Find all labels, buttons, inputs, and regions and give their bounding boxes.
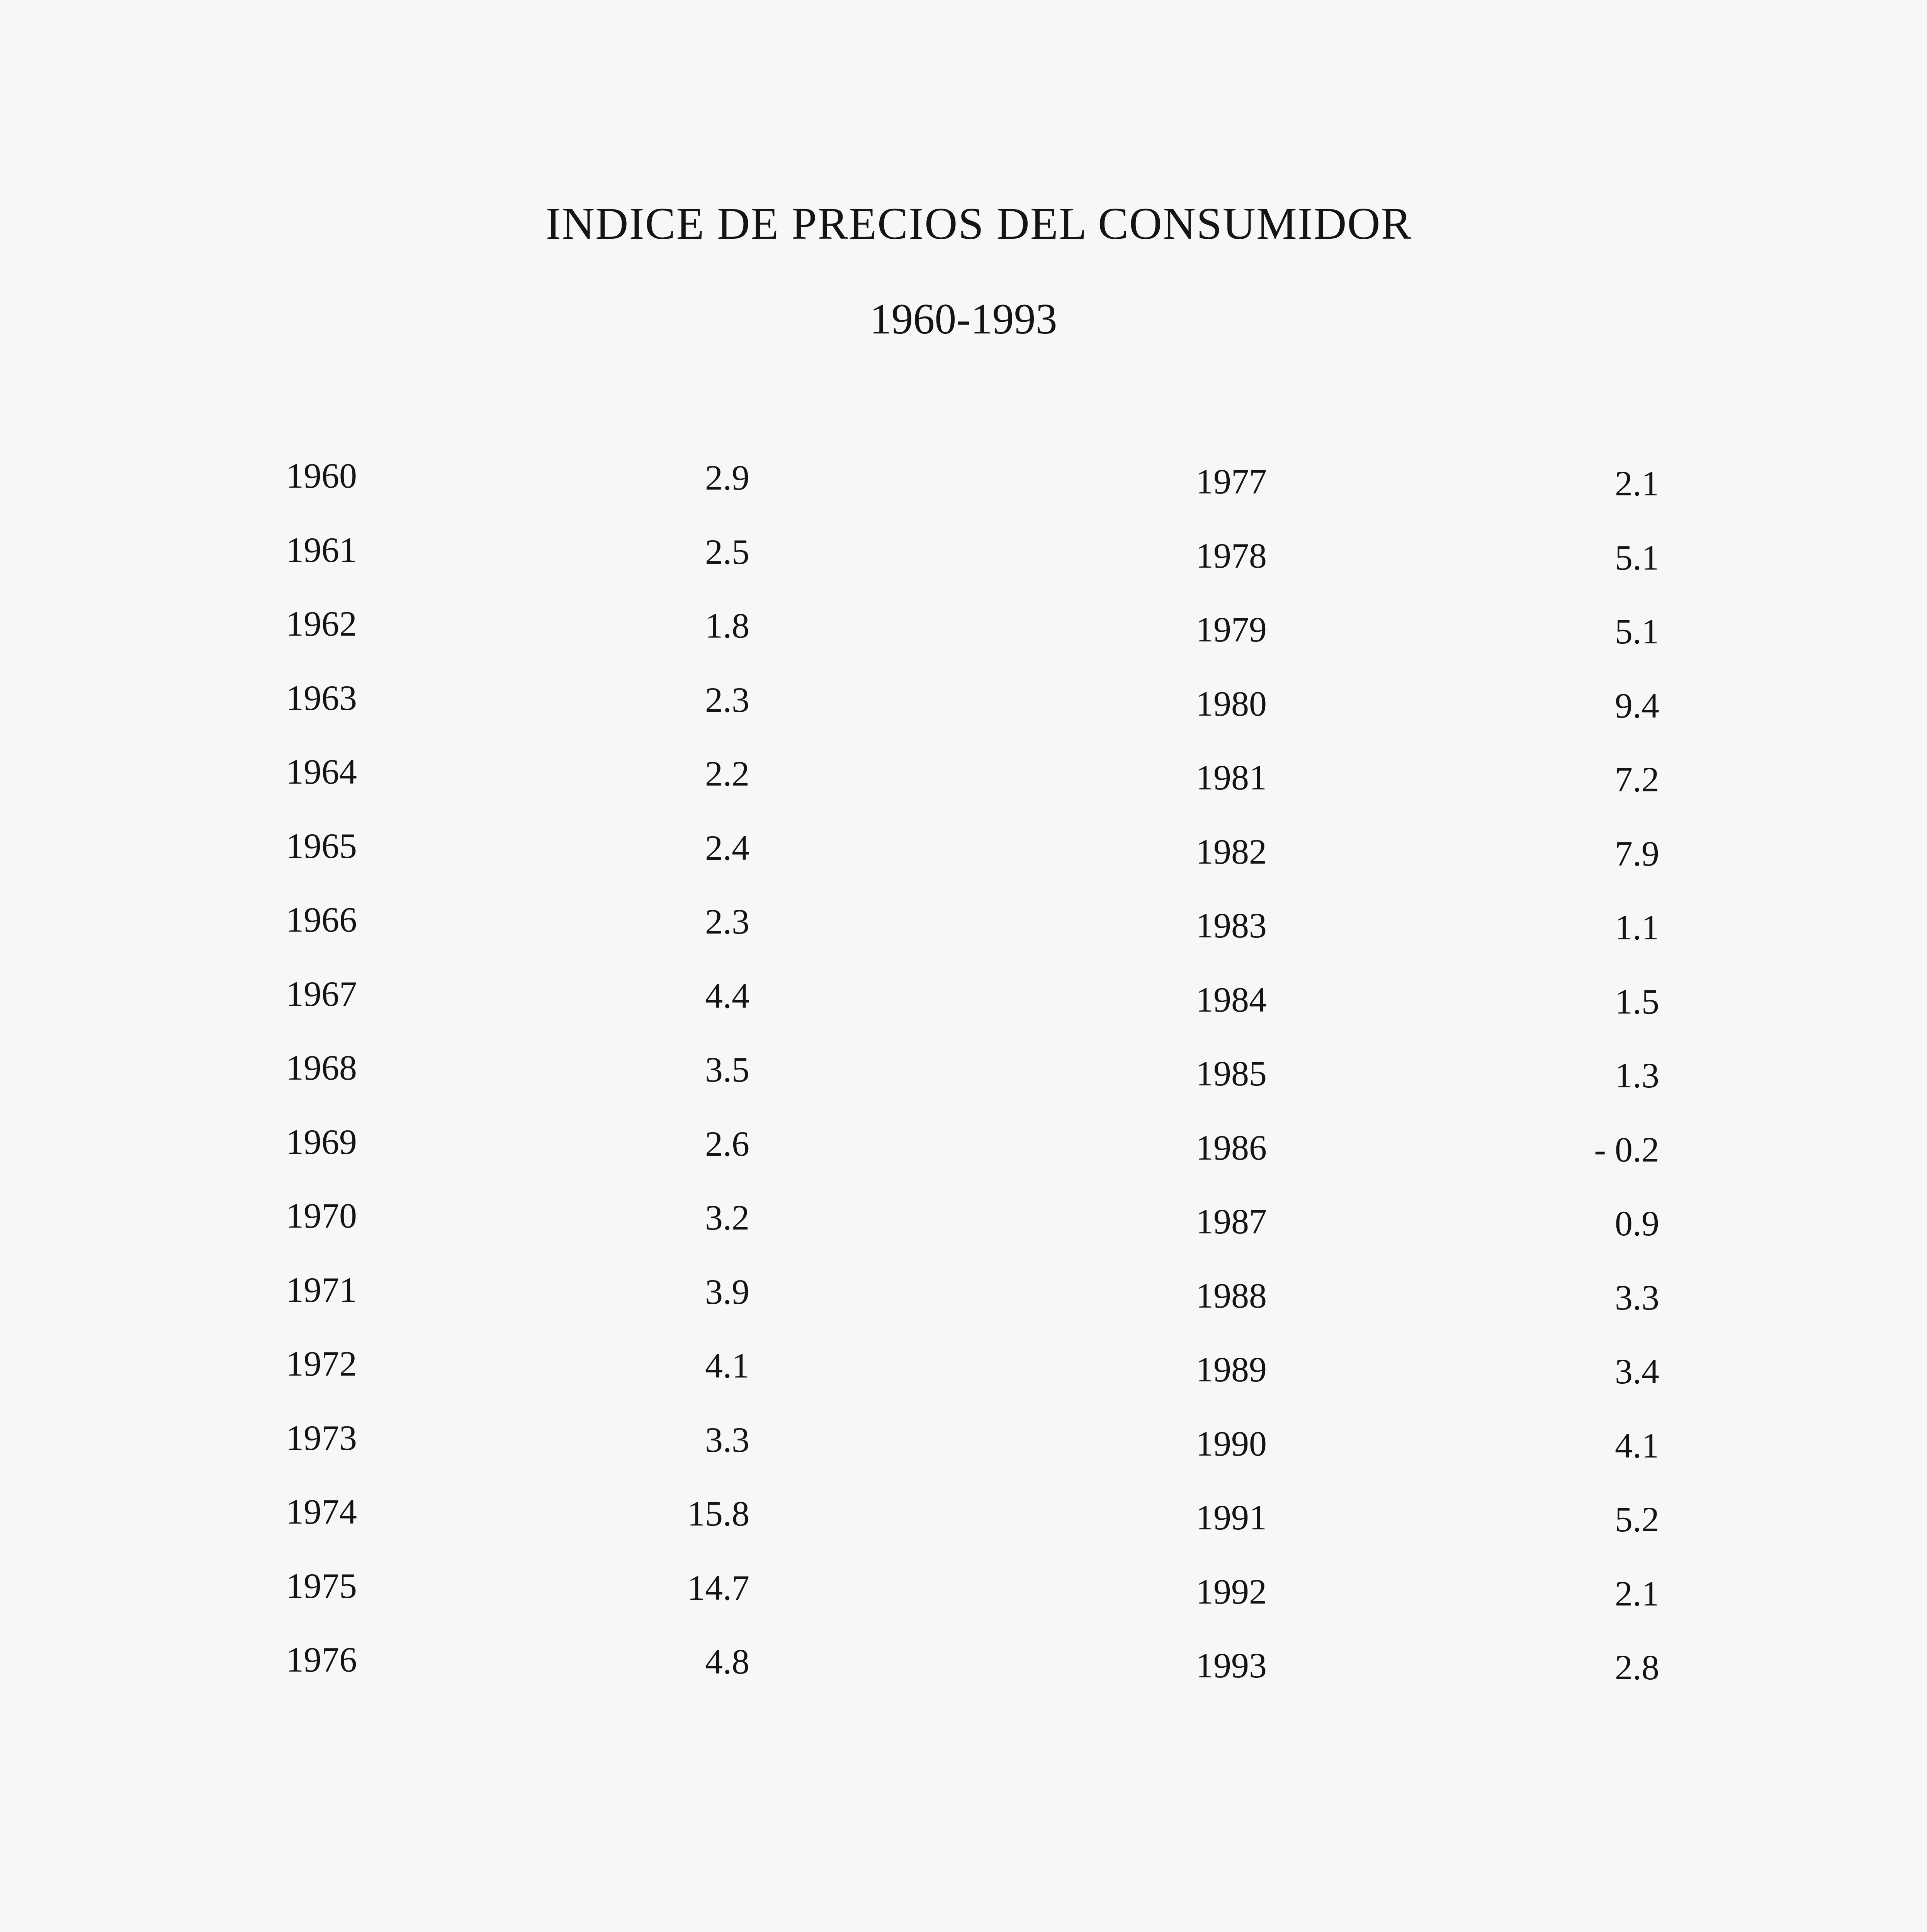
- year-cell: 1965: [286, 826, 357, 866]
- table-row: [286, 1568, 749, 1642]
- value-cell: 2.1: [1615, 1573, 1659, 1613]
- value-cell: 4.8: [705, 1642, 749, 1681]
- value-cell: 2.2: [705, 754, 749, 793]
- year-cell: 1982: [1196, 832, 1267, 871]
- table-column-left: [286, 458, 749, 1716]
- year-cell: 1984: [1196, 980, 1267, 1019]
- table-row: [286, 1494, 749, 1568]
- year-cell: 1961: [286, 530, 357, 570]
- value-cell: 7.9: [1615, 833, 1659, 873]
- value-cell: 5.1: [1615, 537, 1659, 577]
- year-cell: 1993: [1196, 1646, 1267, 1685]
- table-row: [1196, 1500, 1659, 1574]
- value-cell: 2.1: [1615, 464, 1659, 503]
- year-cell: 1973: [286, 1418, 357, 1458]
- table-row: [286, 1050, 749, 1124]
- value-cell: 5.1: [1615, 612, 1659, 651]
- table-row: [1196, 1423, 1659, 1500]
- value-cell: 1.1: [1615, 908, 1659, 947]
- value-cell: 4.1: [1615, 1425, 1659, 1465]
- value-cell: 3.5: [705, 1050, 749, 1089]
- table-row: [286, 1346, 749, 1420]
- value-cell: 3.9: [705, 1272, 749, 1311]
- table-row: [1196, 1130, 1659, 1204]
- year-cell: 1976: [286, 1640, 357, 1679]
- table-row: [1196, 1056, 1659, 1130]
- year-cell: 1972: [286, 1344, 357, 1383]
- document-title-wrap: [0, 198, 1927, 249]
- value-cell: 14.7: [687, 1568, 749, 1607]
- value-cell: 4.1: [705, 1346, 749, 1385]
- year-cell: 1964: [286, 752, 357, 791]
- year-cell: 1983: [1196, 906, 1267, 945]
- year-cell: 1986: [1196, 1128, 1267, 1167]
- value-cell: 5.2: [1615, 1500, 1659, 1539]
- year-cell: 1979: [1196, 610, 1267, 649]
- year-cell: 1968: [286, 1048, 357, 1087]
- year-cell: 1970: [286, 1196, 357, 1235]
- value-cell: 2.9: [705, 458, 749, 497]
- table-row: [286, 902, 749, 976]
- value-cell: 2.3: [705, 902, 749, 941]
- table-row: [1196, 1204, 1659, 1278]
- table-row: [1196, 686, 1659, 760]
- table-row: [286, 458, 749, 532]
- year-cell: 1990: [1196, 1423, 1267, 1463]
- table-row: [1196, 538, 1659, 612]
- table-row: [286, 1198, 749, 1272]
- year-cell: 1978: [1196, 536, 1267, 575]
- year-cell: 1966: [286, 900, 357, 939]
- table-row: [1196, 1648, 1659, 1722]
- table-row: [1196, 908, 1659, 982]
- year-cell: 1960: [286, 456, 357, 495]
- value-cell: 1.3: [1615, 1056, 1659, 1095]
- year-cell: 1988: [1196, 1276, 1267, 1315]
- year-cell: 1987: [1196, 1202, 1267, 1241]
- value-cell: 2.8: [1615, 1648, 1659, 1687]
- value-cell: 9.4: [1615, 685, 1659, 725]
- value-cell: 4.4: [705, 976, 749, 1015]
- document-subtitle: 1960-1993: [870, 295, 1057, 343]
- value-cell: 1.8: [705, 606, 749, 645]
- year-cell: 1985: [1196, 1054, 1267, 1093]
- table-column-right: [1196, 464, 1659, 1722]
- table-row: [1196, 834, 1659, 908]
- value-cell: - 0.2: [1594, 1129, 1659, 1169]
- table-row: [286, 754, 749, 828]
- year-cell: 1981: [1196, 758, 1267, 797]
- value-cell: 3.2: [705, 1198, 749, 1237]
- value-cell: 0.9: [1615, 1204, 1659, 1243]
- year-cell: 1962: [286, 604, 357, 643]
- table-row: [286, 976, 749, 1050]
- value-cell: 2.5: [705, 532, 749, 571]
- year-cell: 1980: [1196, 684, 1267, 723]
- value-cell: 3.3: [1615, 1277, 1659, 1317]
- table-row: [286, 1420, 749, 1494]
- table-row: [1196, 1278, 1659, 1352]
- table-row: [286, 1272, 749, 1346]
- value-cell: 7.2: [1615, 760, 1659, 799]
- document-title: INDICE DE PRECIOS DEL CONSUMIDOR: [545, 198, 1412, 249]
- table-row: [1196, 464, 1659, 538]
- year-cell: 1974: [286, 1492, 357, 1531]
- year-cell: 1991: [1196, 1498, 1267, 1537]
- table-row: [286, 1124, 749, 1198]
- value-cell: 1.5: [1615, 981, 1659, 1021]
- table-row: [286, 1642, 749, 1716]
- year-cell: 1989: [1196, 1350, 1267, 1389]
- table-row: [1196, 1571, 1659, 1648]
- table-row: [1196, 760, 1659, 834]
- year-cell: 1963: [286, 678, 357, 718]
- year-cell: 1969: [286, 1122, 357, 1162]
- value-cell: 3.4: [1615, 1352, 1659, 1391]
- table-row: [1196, 612, 1659, 686]
- value-cell: 15.8: [687, 1494, 749, 1533]
- table-row: [286, 606, 749, 680]
- value-cell: 2.4: [705, 828, 749, 867]
- value-cell: 2.6: [705, 1124, 749, 1163]
- year-cell: 1975: [286, 1566, 357, 1605]
- document-subtitle-wrap: [0, 295, 1927, 343]
- table-row: [1196, 982, 1659, 1056]
- year-cell: 1992: [1196, 1571, 1267, 1611]
- table-row: [286, 828, 749, 902]
- year-cell: 1977: [1196, 462, 1267, 501]
- table-row: [286, 680, 749, 754]
- table-row: [286, 532, 749, 606]
- year-cell: 1967: [286, 974, 357, 1014]
- value-cell: 3.3: [705, 1420, 749, 1459]
- table-row: [1196, 1352, 1659, 1426]
- value-cell: 2.3: [705, 680, 749, 719]
- year-cell: 1971: [286, 1270, 357, 1310]
